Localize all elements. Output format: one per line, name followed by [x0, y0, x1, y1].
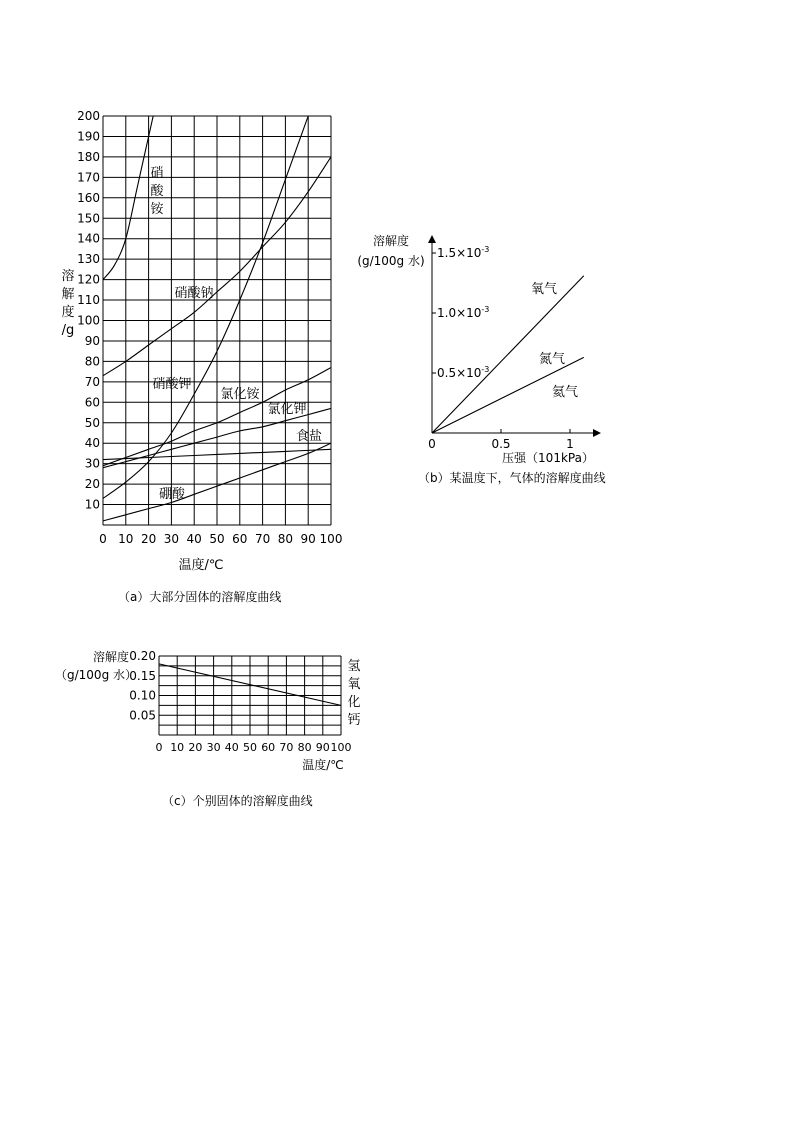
chart-c-xlabel: 温度/℃ [302, 758, 344, 772]
chart-a-xtick-label: 50 [209, 532, 225, 546]
chart-a-xtick-label: 90 [300, 532, 316, 546]
chart-c-series-label: 钙 [347, 713, 361, 728]
chart-b-xlabel: 压强（101kPa） [502, 451, 594, 465]
chart-c-xtick-label: 30 [206, 741, 221, 754]
chart-a-xtick-label: 0 [99, 532, 107, 546]
chart-b-ytick-exp: -3 [481, 365, 490, 374]
chart-a-series-label: 酸 [150, 184, 164, 199]
chart-b-ylabel: (g/100g 水) [357, 254, 425, 268]
chart-a-xtick-label: 100 [319, 532, 343, 546]
chart-a-ytick-label: 170 [77, 170, 100, 185]
chart-a-ytick-label: 180 [77, 149, 100, 164]
chart-a-series-label: 氯化钾 [267, 402, 307, 417]
chart-a-ytick-label: 50 [84, 415, 100, 430]
chart-b-ytick-base: 1.0×10 [437, 306, 482, 320]
chart-c-xtick-label: 100 [330, 741, 352, 754]
chart-c-ytick-label: 0.10 [129, 688, 156, 703]
chart-a-series-label: 硼酸 [158, 487, 186, 502]
chart-c-xtick-label: 90 [315, 741, 330, 754]
chart-a-ytick-label: 70 [84, 374, 100, 389]
chart-c-ylabel: 溶解度 [92, 650, 130, 664]
chart-a-xtick-label: 60 [232, 532, 248, 546]
chart-a-series-label: 硝 [150, 166, 164, 181]
chart-a-xlabel: 温度/℃ [178, 558, 224, 573]
chart-a-xtick-label: 70 [254, 532, 271, 546]
chart-c-xtick-label: 0 [155, 741, 163, 754]
chart-a-ytick-label: 60 [84, 395, 100, 410]
chart-b-series-label: 氦气 [551, 385, 579, 400]
caption-a: （a）大部分固体的溶解度曲线 [118, 590, 282, 604]
chart-a-ytick-label: 150 [77, 211, 100, 226]
chart-a-ytick-label: 30 [84, 456, 100, 471]
chart-a-xtick-label: 10 [118, 532, 134, 546]
chart-b-ytick-exp: -3 [481, 245, 490, 254]
chart-a-ylabel: 度 [61, 305, 75, 320]
chart-a-ytick-label: 160 [77, 190, 100, 205]
chart-a-xtick-label: 40 [186, 532, 202, 546]
chart-c-xtick-label: 50 [243, 741, 257, 754]
chart-a-ytick-label: 190 [77, 129, 100, 144]
chart-a-series-label: 氯化铵 [220, 387, 260, 402]
chart-a-ylabel: 解 [61, 287, 75, 302]
chart-c-series-label: 氧 [347, 677, 361, 692]
chart-c-series-label: 化 [347, 695, 361, 710]
chart-a-ytick-label: 200 [77, 109, 100, 123]
chart-c-xtick-label: 60 [261, 741, 276, 754]
chart-b-series-label: 氮气 [538, 352, 566, 367]
chart-b-series-label: 氧气 [530, 282, 558, 297]
chart-c-xtick-label: 20 [188, 741, 203, 754]
chart-b-xtick-label: 1 [566, 437, 574, 451]
chart-c-ytick-label: 0.15 [129, 668, 156, 683]
chart-c-ytick-label: 0.05 [129, 708, 156, 723]
chart-a-ytick-label: 120 [77, 272, 100, 287]
chart-a-series-label: 硝酸钾 [152, 377, 192, 392]
chart-a-ytick-label: 90 [84, 333, 100, 348]
chart-b-ylabel: 溶解度 [372, 234, 410, 248]
chart-a-ytick-label: 140 [77, 231, 100, 246]
chart-a-xtick-label: 30 [163, 532, 180, 546]
chart-c-xtick-label: 80 [297, 741, 312, 754]
chart-b-ytick-exp: -3 [481, 305, 490, 314]
chart-a-series-label: 铵 [150, 202, 164, 217]
chart-a-xtick-label: 20 [140, 532, 157, 546]
chart-c-xtick-label: 70 [279, 741, 294, 754]
chart-c-xtick-label: 40 [224, 741, 239, 754]
chart-a-ytick-label: 40 [84, 436, 100, 451]
chart-a-ylabel: 溶 [61, 269, 75, 284]
chart-a-ytick-label: 20 [84, 477, 100, 492]
chart-a-ytick-label: 110 [77, 293, 100, 308]
chart-a-xtick-label: 80 [277, 532, 294, 546]
caption-b: （b）某温度下，气体的溶解度曲线 [418, 471, 606, 485]
chart-a-ytick-label: 130 [77, 252, 100, 267]
chart-a-ylabel: /g [61, 323, 75, 338]
caption-c: （c）个别固体的溶解度曲线 [162, 794, 313, 808]
chart-c-series-label: 氢 [347, 659, 361, 674]
chart-a-ytick-label: 80 [84, 354, 100, 369]
chart-c-xtick-label: 10 [170, 741, 185, 754]
chart-b-origin-label: 0 [428, 437, 436, 451]
chart-b-ytick-base: 0.5×10 [437, 366, 482, 380]
chart-a-ytick-label: 10 [84, 497, 100, 512]
chart-b-xtick-label: 0.5 [491, 437, 511, 451]
chart-a-series-label: 硝酸钠 [174, 286, 214, 301]
chart-a-ytick-label: 100 [77, 313, 100, 328]
chart-c-ytick-label: 0.20 [129, 649, 156, 663]
chart-b-ytick-base: 1.5×10 [437, 246, 482, 260]
chart-c-ylabel: （g/100g 水） [55, 668, 137, 682]
chart-a-series-label: 食盐 [295, 429, 323, 444]
